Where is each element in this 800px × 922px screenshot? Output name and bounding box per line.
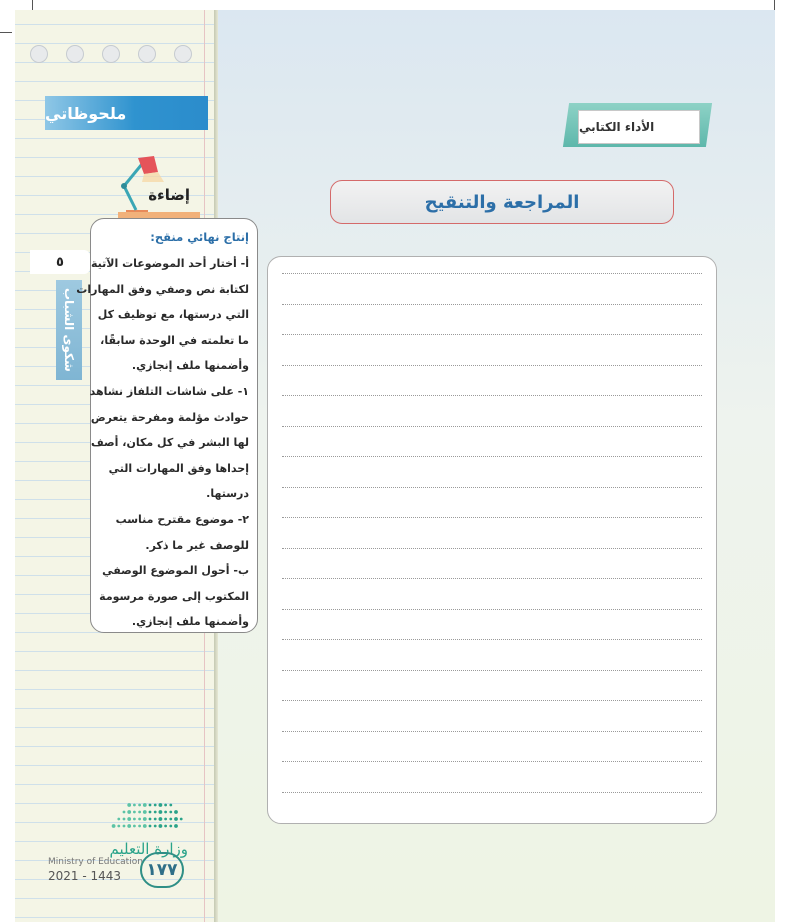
crop-mark [0, 32, 12, 33]
logo-dot [164, 811, 167, 814]
info-line: المكتوب إلى صورة مرسومة [99, 589, 249, 603]
binder-hole [102, 45, 120, 63]
logo-dot [169, 811, 172, 814]
ministry-logo-icon [94, 800, 186, 834]
logo-dot [138, 825, 141, 828]
writing-line [282, 304, 702, 305]
writing-line [282, 487, 702, 488]
info-line: حوادث مؤلمة ومفرحة يتعرض [90, 410, 249, 424]
logo-dot [123, 818, 126, 821]
logo-dot [174, 824, 178, 828]
logo-dot [133, 818, 136, 821]
logo-dot [164, 825, 167, 828]
logo-dot [138, 811, 141, 814]
unit-title: شكوى الشباب [62, 288, 76, 372]
logo-dot [169, 818, 172, 821]
publication-year: 2021 - 1443 [48, 869, 122, 883]
logo-dot [159, 824, 163, 828]
logo-dot [127, 803, 131, 807]
ministry-name-arabic: وزارة التعليم [109, 840, 188, 858]
section-label [578, 110, 700, 144]
logo-dot [112, 824, 116, 828]
logo-dot [159, 810, 163, 814]
page-number-text: ١٧٧ [146, 860, 178, 880]
logo-dot [143, 817, 147, 821]
logo-dot [123, 825, 126, 828]
info-line: التي درستها، مع توظيف كل [97, 308, 249, 322]
logo-dot [174, 817, 178, 821]
logo-dot [133, 804, 136, 807]
logo-dot [143, 810, 147, 814]
logo-dot [127, 824, 131, 828]
idaa-label: إضاءة [148, 186, 190, 204]
info-line: لكتابة نص وصفي وفق المهارات [76, 282, 249, 296]
info-line: ١- على شاشات التلفاز نشاهد [89, 384, 249, 398]
logo-dot [149, 818, 152, 821]
info-card [76, 218, 258, 633]
notes-label: ملحوظاتي [45, 103, 127, 123]
logo-dot [169, 825, 172, 828]
page-title [330, 180, 674, 224]
info-line: لها البشر في كل مكان، أصف [90, 436, 249, 450]
info-line: للوصف غير ما ذكر. [145, 538, 249, 552]
logo-dot [154, 825, 157, 828]
info-heading: إنتاج نهائي منقح: [150, 230, 249, 244]
logo-dot [143, 824, 147, 828]
logo-dot [149, 804, 152, 807]
logo-dot [149, 825, 152, 828]
info-line: ٢- موضوع مقترح مناسب [115, 512, 249, 526]
writing-line [282, 731, 702, 732]
writing-line [282, 700, 702, 701]
writing-line [282, 334, 702, 335]
logo-dot [174, 810, 178, 814]
logo-dot [164, 804, 167, 807]
writing-line [282, 792, 702, 793]
writing-line [282, 365, 702, 366]
logo-dot [154, 811, 157, 814]
info-line: وأضمنها ملف إنجازي. [131, 359, 249, 373]
writing-line [282, 273, 702, 274]
writing-line [282, 456, 702, 457]
writing-line [282, 609, 702, 610]
notes-banner [45, 96, 208, 130]
info-line: ب- أحول الموضوع الوصفي [102, 564, 249, 578]
logo-dot [127, 817, 131, 821]
logo-dot [138, 818, 141, 821]
info-line: وأضمنها ملف إنجازي. [131, 615, 249, 629]
unit-number-tab [30, 250, 90, 274]
logo-dot [133, 811, 136, 814]
logo-dot [117, 818, 120, 821]
writing-line [282, 517, 702, 518]
binder-hole [66, 45, 84, 63]
logo-dot [154, 804, 157, 807]
writing-area[interactable] [267, 256, 717, 824]
desk-lamp-icon [112, 152, 172, 218]
binder-hole [30, 45, 48, 63]
logo-dot [138, 804, 141, 807]
logo-dot [159, 817, 163, 821]
logo-dot [143, 803, 147, 807]
info-line: ما تعلمته في الوحدة سابقًا، [100, 333, 249, 347]
logo-dot [117, 825, 120, 828]
logo-dot [169, 804, 172, 807]
writing-line [282, 395, 702, 396]
logo-dot [127, 810, 131, 814]
info-line: أ- أختار أحد الموضوعات الآتية [90, 257, 249, 270]
logo-dot [123, 811, 126, 814]
logo-dot [133, 825, 136, 828]
page-number [140, 852, 184, 888]
writing-line [282, 548, 702, 549]
logo-dot [180, 818, 183, 821]
logo-dot [164, 818, 167, 821]
info-line: إحداها وفق المهارات التي [108, 461, 249, 475]
section-label-text: الأداء الكتابي [579, 120, 655, 134]
unit-number: ٥ [56, 254, 64, 270]
writing-line [282, 670, 702, 671]
writing-line [282, 639, 702, 640]
writing-line [282, 578, 702, 579]
binder-hole [138, 45, 156, 63]
writing-line [282, 426, 702, 427]
writing-line [282, 761, 702, 762]
logo-dot [159, 803, 163, 807]
page-title-text: المراجعة والتنقيح [424, 191, 580, 213]
info-line: درستها. [206, 487, 249, 501]
page-margin [775, 10, 800, 922]
ministry-name-english: Ministry of Education [48, 857, 143, 867]
logo-dot [149, 811, 152, 814]
binder-hole [174, 45, 192, 63]
logo-dot [154, 818, 157, 821]
